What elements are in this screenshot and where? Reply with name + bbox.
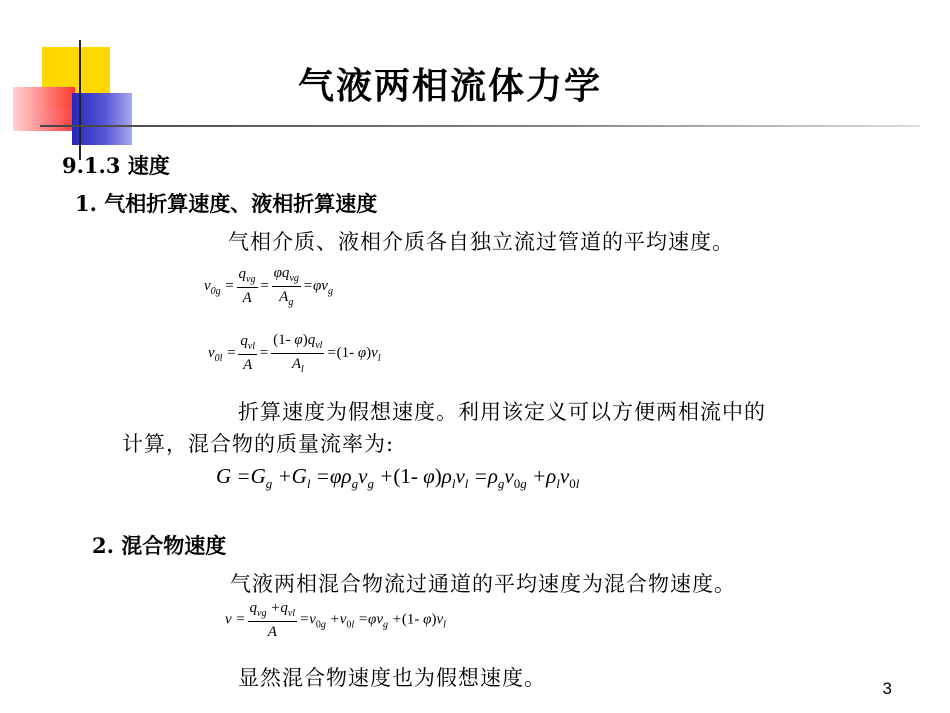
paragraph-mixture-definition: 气液两相混合物流过通道的平均速度为混合物速度。 [230,572,736,596]
decor-horizontal-line [40,125,920,127]
heading-superficial-velocity: 1. 气相折算速度、液相折算速度 [75,191,378,216]
section-heading: 9.1.3 速度 [62,153,170,178]
equation-mixture-velocity: v = $\frac{q_{vg} +q_{vl}}{A}$ $=v_{0g} +v_{0l} =\varphi v_g +(1-$ $\varphi)v_l$ [225,600,446,640]
heading-mixture-velocity: 2. 混合物速度 [92,533,227,558]
equation-liquid-superficial-velocity: $v_{0l}$ = $\frac{q_{vl}}{A}$ = $\frac{(1- \varphi)q_{vl}}{A_l}$ =(1- $\varphi)v_l$ [208,332,381,375]
slide-title: 气液两相流体力学 [297,65,602,107]
equation-mass-flux: $G =G_g +G_l =\varphi\rho_gv_g +(1-$ $\varphi)\rho_lv_l =\rho_gv_{0g} +\rho_lv_{0l}$ [216,464,580,492]
paragraph-definition: 气相介质、液相介质各自独立流过管道的平均速度。 [228,230,734,254]
paragraph-hypothetical-line2: 计算，混合物的质量流率为: [122,432,395,456]
paragraph-mixture-hypothetical: 显然混合物速度也为假想速度。 [238,666,546,690]
equation-gas-superficial-velocity: $v_{0g}$ = $\frac{q_{vg}}{A}$ = $\frac{\varphi q_{vg}}{A_g}$ $=\varphi v_g$ [204,265,333,308]
paragraph-hypothetical-line1: 折算速度为假想速度。利用该定义可以方便两相流中的 [238,400,766,424]
page-number: 3 [882,679,892,698]
